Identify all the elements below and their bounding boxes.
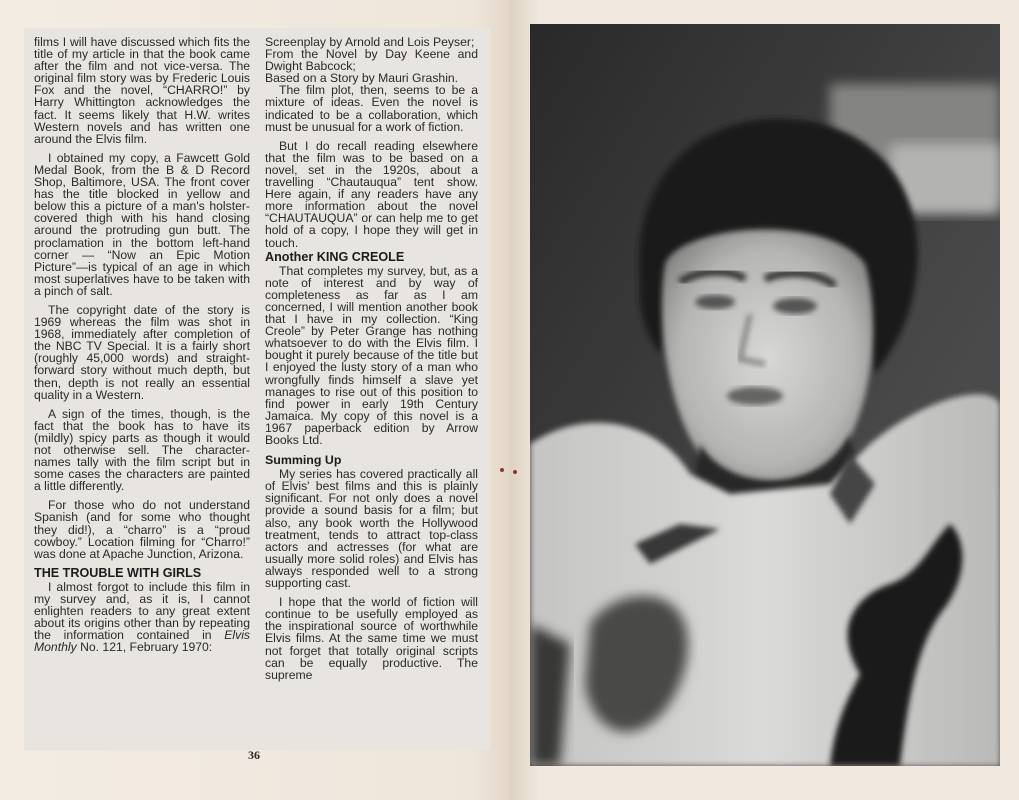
paragraph-text: No. 121, February 1970: xyxy=(80,640,213,655)
section-heading-king-creole: Another KING CREOLE xyxy=(265,249,405,264)
paragraph: My series has covered practically all of Elvis' best films and this is plainly significant. For not only does a novel provide a sound basis for a film; but also, any book worth the Hollywood treatment, tends to attract top-class actors and actresses (for what are usually more solid roles) and Elvis has always responded well to a strong supporting cast. xyxy=(265,467,478,591)
paragraph: A sign of the times, though, is the fact that the book has to have its (mildly) spicy parts as though it would not otherwise sell. The character-names tally with the film script but in some cases the characters are painted a little differently. xyxy=(34,406,250,494)
section-heading-summing-up: Summing Up xyxy=(265,453,342,468)
left-column xyxy=(34,36,250,654)
binding-hole-mark xyxy=(500,468,504,472)
binding-hole-mark xyxy=(513,470,517,474)
credit-line: Screenplay by Arnold and Lois Peyser; xyxy=(265,35,475,49)
page-number: 36 xyxy=(248,748,260,762)
paragraph-text: I almost forgot to include this film in my survey and, as it is, I cannot enlighten readers to any great extent about its origins other than by repeating the information contained in xyxy=(34,579,250,643)
paragraph: The film plot, then, seems to be a mixture of ideas. Even the novel is indicated to be a collaboration, which must be unusual for a work of fiction. xyxy=(265,83,478,134)
credit-line: Based on a Story by Mauri Grashin. xyxy=(265,71,459,86)
paragraph: I obtained my copy, a Fawcett Gold Medal Book, from the B & D Record Shop, Baltimore, USA. The front cover has the title blocked in yellow and below this a picture of a man's holster-covered thigh with his hand closing around the protruding gun butt. The proclamation in the bottom left-hand corner — “Now an Epic Motion Picture”—is typical of an age in which most superlatives have to be taken with a pinch of salt. xyxy=(34,150,250,298)
paragraph: I hope that the world of fiction will continue to be usefully employed as the inspirational source of worthwhile Elvis films. At the same time we must not forget that totally original scripts can be equally productive. The supreme xyxy=(265,595,478,682)
credit-line: From the Novel by Day Keene and Dwight Babcock; xyxy=(265,47,478,74)
paragraph-trouble-with-girls xyxy=(34,581,250,654)
right-text-column xyxy=(265,36,478,688)
paragraph: But I do recall reading elsewhere that the film was to be based on a novel, set in the 1920s, about a travelling “Chautauqua” tent show. Here again, if any readers have any more information about the novel “CHAUTAUQUA” or can help me to get hold of a copy, I hope they will get in touch. xyxy=(265,138,478,250)
portrait-image xyxy=(530,24,1000,766)
section-heading-trouble-with-girls: THE TROUBLE WITH GIRLS xyxy=(34,565,202,580)
paragraph: For those who do not understand Spanish (and for some who thought they did!), a “charro” is a “proud cowboy.” Location filming for “Charro!” was done at Apache Junction, Arizona. xyxy=(34,498,250,561)
magazine-title: Elvis Monthly xyxy=(34,628,250,655)
paragraph: That completes my survey, but, as a note of interest and by way of completeness as far as I am concerned, I will mention another book that I have in my collection. “King Creole” by Peter Grange has nothing whatsoever to do with the Elvis film. I bought it purely because of the title but I enjoyed the lusty story of a man who wrongfully finds himself a slave yet manages to rise out of this position to find power in early 19th Century Jamaica. My copy of this novel is a 1967 paperback edition by Arrow Books Ltd. xyxy=(265,263,478,447)
portrait-photo xyxy=(530,24,1000,766)
paragraph: films I will have discussed which fits the title of my article in that the book came after the film and not vice-versa. The original film story was by Frederic Louis Fox and the novel, “CHARRO!” by Harry Whittington acknowledges the fact. It seems likely that H.W. writes Western novels and has written one around the Elvis film. xyxy=(34,35,250,146)
paragraph: The copyright date of the story is 1969 whereas the film was shot in 1968, immediately after completion of the NBC TV Special. It is a fairly short (roughly 45,000 words) and straight-forward story without much depth, but then, depth is not really an essential quality in a Western. xyxy=(34,302,250,402)
